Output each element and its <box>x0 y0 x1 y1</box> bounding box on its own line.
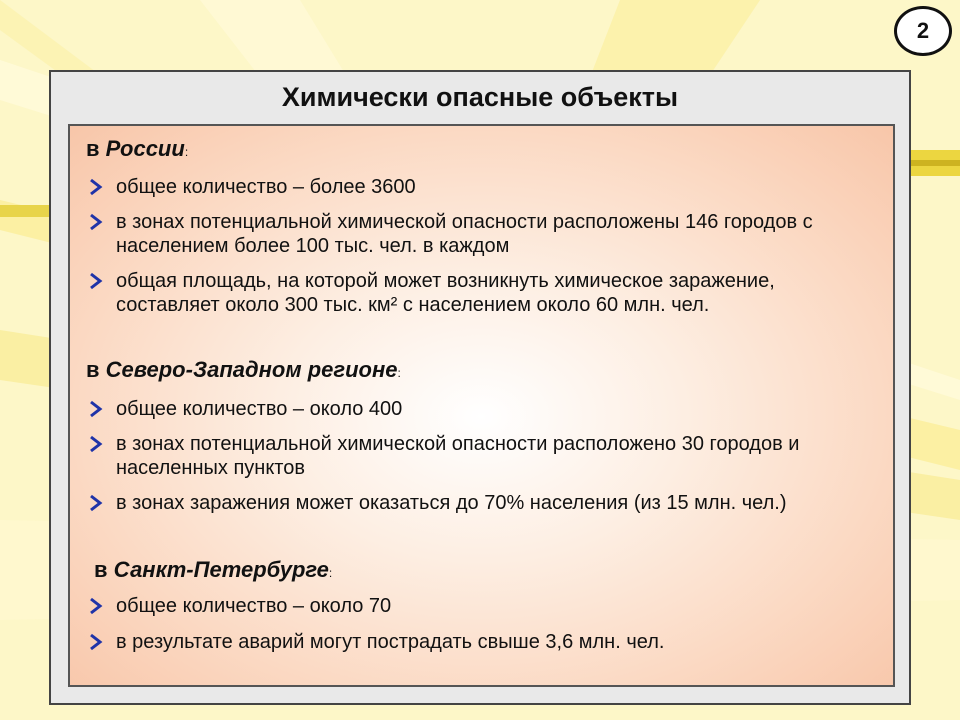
list-item-text: в зонах потенциальной химической опасности расположены 146 городов с населением более 100 тыс. чел. в каждом <box>116 211 813 257</box>
arrow-bullet-icon <box>86 271 106 291</box>
arrow-bullet-icon <box>86 596 106 616</box>
section-prefix: в <box>86 357 106 382</box>
list-item <box>86 594 876 618</box>
arrow-bullet-icon <box>86 632 106 652</box>
list-item-text: общее количество – более 3600 <box>116 176 416 198</box>
list-item-text: в зонах заражения может оказаться до 70% населения (из 15 млн. чел.) <box>116 492 787 514</box>
list-item <box>86 491 876 515</box>
list-item-text: общее количество – около 70 <box>116 595 392 617</box>
section-heading-northwest <box>86 357 401 383</box>
arrow-bullet-icon <box>86 399 106 419</box>
slide-title: Химически опасные объекты <box>281 82 679 112</box>
list-item <box>86 397 876 421</box>
list-item <box>86 432 876 480</box>
section-prefix: в <box>86 136 106 161</box>
section-region: Санкт-Петербурге <box>113 557 329 582</box>
list-item <box>86 175 876 199</box>
section-region: России <box>105 136 185 161</box>
section-colon: : <box>397 366 401 380</box>
section-region: Северо-Западном регионе <box>105 357 398 382</box>
list-item <box>86 630 876 654</box>
slide-number-badge <box>894 6 952 56</box>
list-item-text: в результате аварий могут пострадать свыше 3,6 млн. чел. <box>116 631 665 653</box>
content-panel <box>68 124 895 687</box>
list-item-text: в зонах потенциальной химической опасности расположено 30 городов и населенных пунктов <box>116 433 800 479</box>
arrow-bullet-icon <box>86 212 106 232</box>
section-heading-russia <box>86 136 188 162</box>
section-heading-spb <box>94 557 332 583</box>
slide-number: 2 <box>916 18 930 43</box>
list-item <box>86 210 876 258</box>
arrow-bullet-icon <box>86 434 106 454</box>
arrow-bullet-icon <box>86 493 106 513</box>
section-prefix: в <box>94 557 114 582</box>
list-item-text: общее количество – около 400 <box>116 398 403 420</box>
content-frame <box>49 70 911 705</box>
list-item-text: общая площадь, на которой может возникнуть химическое заражение, составляет около 300 тыс. км² с населением около 60 млн. чел. <box>116 270 775 316</box>
section-colon: : <box>328 566 333 580</box>
list-item <box>86 269 876 317</box>
arrow-bullet-icon <box>86 177 106 197</box>
section-colon: : <box>184 145 189 159</box>
